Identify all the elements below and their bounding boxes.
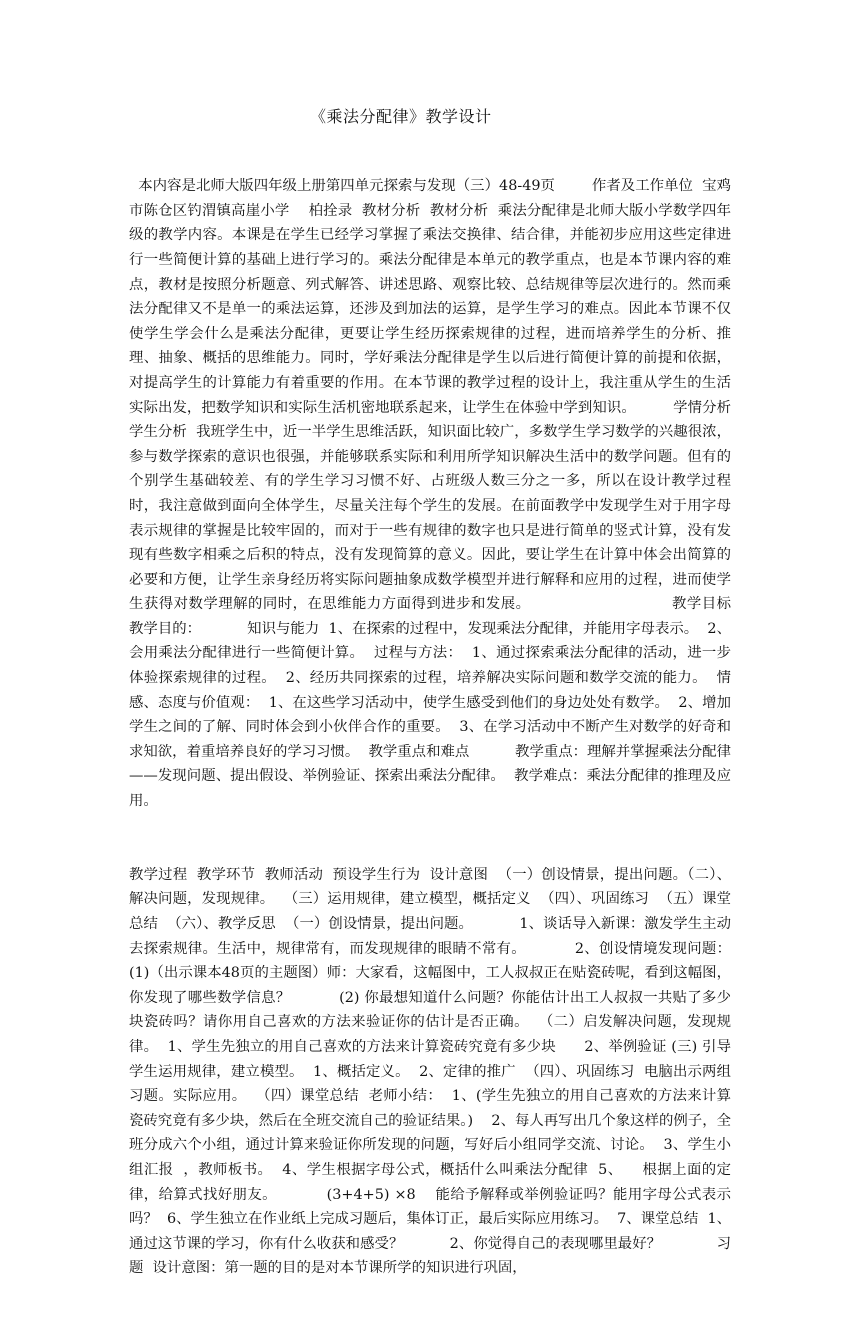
document-body (129, 125, 777, 1330)
paragraph-teaching-process: 教学过程 教学环节 教师活动 预设学生行为 设计意图 （一）创设情景，提出问题。（二）、解决问题，发现规律。 （三）运用规律，建立模型，概括定义 （四）、巩固练习 （五）课堂总结 （六）、教学反思 （一）创设情景，提出问题。 1、谈话导入新课：激发学生主动去探索规律。生活中，规律常有，而发现规律的眼睛不常有。 2、创设情境发现问题： (1)（出示课本48页的主题图）师：大家看，这幅图中，工人叔叔正在贴瓷砖呢，看到这幅图，你发现了哪些数学信息？ (2) 你最想知道什么问题？你能估计出工人叔叔一共贴了多少块瓷砖吗？请你用自己喜欢的方法来验证你的估计是否正确。 （二）启发解决问题，发现规律。 1、学生先独立的用自己喜欢的方法来计算瓷砖究竟有多少块 2、举例验证 (三) 引导学生运用规律，建立模型。 1、概括定义。 2、定律的推广 （四）、巩固练习 电脑出示两组习题。实际应用。 （四）课堂总结 老师小结： 1、(学生先独立的用自己喜欢的方法来计算瓷砖究竟有多少块，然后在全班交流自己的验证结果。) 2、每人再写出几个象这样的例子，全班分成六个小组，通过计算来验证你所发现的问题，写好后小组同学交流、讨论。 3、学生小组汇报 ，教师板书。 4、学生根据字母公式，概括什么叫乘法分配律 5、 根据上面的定律，给算式找好朋友。 (3+4+5) ×8 能给予解释或举例验证吗？能用字母公式表示吗？ 6、学生独立在作业纸上完成习题后，集体订正，最后实际应用练习。 7、课堂总结 1、通过这节课的学习，你有什么收获和感受？ 2、你觉得自己的表现哪里最好？ 习题 设计意图：第一题的目的是对本节课所学的知识进行巩固， (129, 866, 777, 1277)
paragraph-overview: 本内容是北师大版四年级上册第四单元探索与发现（三）48-49页 作者及工作单位 宝鸡市陈仓区钓渭镇高崖小学 柏拴录 教材分析 教材分析 乘法分配律是北师大版小学数学四年级的教学内容。本课是在学生已经学习掌握了乘法交换律、结合律，并能初步应用这些定律进行一些简便计算的基础上进行学习的。乘法分配律是本单元的教学重点，也是本节课内容的难点，教材是按照分析题意、列式解答、讲述思路、观察比较、总结规律等层次进行的。然而乘法分配律又不是单一的乘法运算，还涉及到加法的运算，是学生学习的难点。因此本节课不仅使学生学会什么是乘法分配律，更要让学生经历探索规律的过程，进而培养学生的分析、推理、抽象、概括的思维能力。同时，学好乘法分配律是学生以后进行简便计算的前提和依据，对提高学生的计算能力有着重要的作用。在本节课的教学过程的设计上，我注重从学生的生活实际出发，把数学知识和实际生活机密地联系起来，让学生在体验中学到知识。 学情分析 学生分析 我班学生中，近一半学生思维活跃，知识面比较广，多数学生学习数学的兴趣很浓，参与数学探索的意识也很强，并能够联系实际和利用所学知识解决生活中的数学问题。但有的个别学生基础较差、有的学生学习习惯不好、占班级人数三分之一多，所以在设计教学过程时，我注意做到面向全体学生，尽量关注每个学生的发展。在前面教学中发现学生对于用字母表示规律的掌握是比较牢固的，而对于一些有规律的数字也只是进行简单的竖式计算，没有发现有些数字相乘之后积的特点，没有发现简算的意义。因此，要让学生在计算中体会出简算的必要和方便，让学生亲身经历将实际问题抽象成数学模型并进行解释和应用的过程，进而使学生获得对数学理解的同时，在思维能力方面得到进步和发展。 教学目标 教学目的： 知识与能力 1、在探索的过程中，发现乘法分配律，并能用字母表示。 2、会用乘法分配律进行一些简便计算。 过程与方法： 1、通过探索乘法分配律的活动，进一步体验探索规律的过程。 2、经历共同探索的过程，培养解决实际问题和数学交流的能力。 情感、态度与价值观： 1、在这些学习活动中，使学生感受到他们的身边处处有数学。 2、增加学生之间的了解、同时体会到小伙伴合作的重要。 3、在学习活动中不断产生对数学的好奇和求知欲，着重培养良好的学习习惯。 教学重点和难点 教学重点：理解并掌握乘法分配律——发现问题、提出假设、举例验证、探索出乘法分配律。 教学难点：乘法分配律的推理及应用。 (129, 178, 768, 810)
document-title: 《乘法分配律》教学设计 (310, 107, 492, 126)
